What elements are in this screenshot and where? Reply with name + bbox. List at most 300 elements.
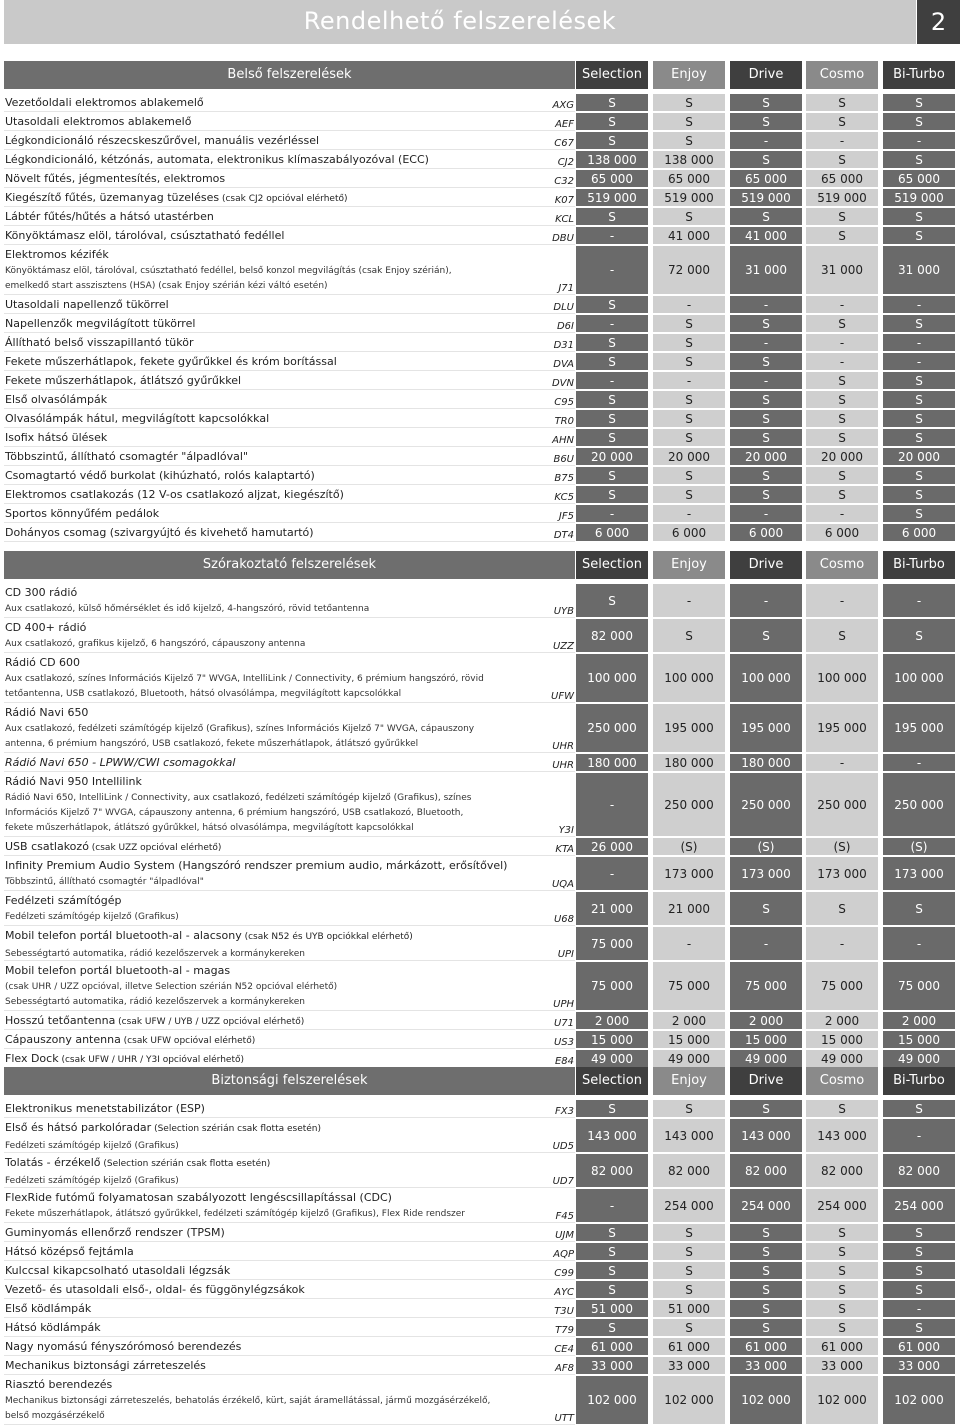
price-cell: - — [576, 246, 648, 294]
price-cell: S — [806, 410, 878, 427]
price-cell: S — [806, 391, 878, 408]
price-cell: S — [576, 410, 648, 427]
row-detail: Aux csatlakozó, külső hőmérséklet és idő kijelző, 4-hangszóró, rövid tetőantenna — [5, 604, 370, 614]
page-title: Rendelhető felszerelések — [303, 7, 617, 35]
row-label — [5, 169, 545, 188]
option-code: J71 — [558, 283, 574, 294]
table-row — [4, 1337, 960, 1356]
row-description — [5, 112, 545, 131]
row-label-text: Tolatás - érzékelő — [5, 1156, 101, 1169]
table-row — [4, 207, 960, 226]
option-code: FX3 — [555, 1106, 574, 1117]
row-label-text: Elektromos kézifék — [5, 248, 109, 261]
option-code: DLU — [553, 302, 574, 313]
column-header: Cosmo — [806, 551, 878, 579]
row-description — [5, 926, 545, 962]
row-label-text: Rádió Navi 650 — [5, 706, 89, 719]
table-row — [4, 856, 960, 891]
row-description — [5, 131, 545, 150]
row-description — [5, 856, 545, 890]
price-cell: S — [883, 94, 955, 111]
row-label — [5, 1118, 545, 1139]
row-description — [5, 226, 545, 245]
price-cell: S — [883, 1224, 955, 1241]
option-code: TR0 — [554, 416, 574, 427]
price-cell: S — [883, 619, 955, 652]
price-cell: 102 000 — [653, 1376, 725, 1424]
option-code: KCL — [555, 214, 574, 225]
row-description — [5, 93, 545, 112]
price-cell: 33 000 — [883, 1357, 955, 1374]
row-detail: Fedélzeti számítógép kijelző (Grafikus) — [5, 1141, 179, 1151]
price-cell: S — [883, 892, 955, 925]
price-cell: - — [730, 296, 802, 313]
row-label — [5, 447, 545, 466]
price-cell: 49 000 — [806, 1050, 878, 1067]
price-cell: 102 000 — [576, 1376, 648, 1424]
option-code: Y3I — [558, 825, 574, 836]
price-cell: 20 000 — [576, 448, 648, 465]
price-cell: 31 000 — [883, 246, 955, 294]
price-cell: 2 000 — [806, 1012, 878, 1029]
row-label — [5, 314, 545, 333]
price-cell: - — [883, 754, 955, 771]
price-cell: 31 000 — [730, 246, 802, 294]
option-code: AEF — [555, 119, 574, 130]
price-cell: - — [576, 505, 648, 522]
option-code: UTT — [554, 1413, 574, 1424]
price-cell: S — [653, 391, 725, 408]
table-row — [4, 1375, 960, 1425]
price-cell: S — [806, 1319, 878, 1336]
price-cell: S — [653, 1319, 725, 1336]
price-cell: 75 000 — [806, 962, 878, 1010]
price-cell: S — [883, 372, 955, 389]
column-header: Selection — [576, 1067, 648, 1095]
row-description — [5, 1356, 545, 1375]
price-cell: S — [576, 584, 648, 617]
section-header — [4, 551, 960, 579]
price-cell: S — [576, 94, 648, 111]
price-cell: S — [806, 315, 878, 332]
price-cell: 519 000 — [730, 189, 802, 206]
table-row — [4, 618, 960, 653]
row-label-text: Elektronikus menetstabilizátor (ESP) — [5, 1102, 205, 1115]
row-label-text: Első ködlámpák — [5, 1302, 92, 1315]
price-cell: 20 000 — [653, 448, 725, 465]
price-cell: 15 000 — [576, 1031, 648, 1048]
section-1 — [4, 61, 960, 542]
price-cell: - — [576, 857, 648, 890]
table-row — [4, 226, 960, 245]
price-cell: S — [653, 486, 725, 503]
row-label-text: Hátsó ködlámpák — [5, 1321, 101, 1334]
table-row — [4, 504, 960, 523]
price-cell: 26 000 — [576, 838, 648, 855]
row-detail: Információs Kijelző 7" WVGA, cápauszony antenna, 6 prémium hangszóró, USB csatlakozó, Bluetooth, — [5, 808, 464, 818]
price-cell: S — [730, 467, 802, 484]
price-cell: S — [806, 1281, 878, 1298]
row-label — [5, 93, 545, 112]
row-description — [5, 618, 545, 652]
price-cell: 6 000 — [883, 524, 955, 541]
row-label-text: Rádió Navi 950 Intellilink — [5, 775, 142, 788]
row-label — [5, 150, 545, 169]
price-cell: - — [883, 1300, 955, 1317]
price-cell: 82 000 — [653, 1154, 725, 1187]
price-cell: S — [730, 1300, 802, 1317]
option-code: UHR — [552, 760, 574, 771]
price-cell: S — [653, 94, 725, 111]
option-code: C99 — [554, 1268, 574, 1279]
row-label-text: Infinity Premium Audio System (Hangszóró rendszer premium audio, márkázott, erősítővel) — [5, 859, 508, 872]
row-label-text: Napellenzők megvilágított tükörrel — [5, 317, 196, 330]
row-label-text: Isofix hátsó ülések — [5, 431, 108, 444]
price-cell: S — [806, 429, 878, 446]
section-3 — [4, 1067, 960, 1425]
price-cell: 102 000 — [883, 1376, 955, 1424]
option-code: DBU — [552, 233, 574, 244]
row-detail: Rádió Navi 650, IntelliLink / Connectivity, aux csatlakozó, fedélzeti számítógép kijelző (Grafikus), színes — [5, 793, 472, 803]
option-code: UD5 — [552, 1141, 574, 1152]
price-cell: S — [653, 410, 725, 427]
price-cell: 75 000 — [730, 962, 802, 1010]
column-header: Cosmo — [806, 61, 878, 89]
row-description — [5, 1099, 545, 1118]
price-cell: S — [730, 208, 802, 225]
row-detail: Fedélzeti számítógép kijelző (Grafikus) — [5, 1176, 179, 1186]
price-cell: S — [883, 227, 955, 244]
price-cell: S — [730, 113, 802, 130]
price-cell: 195 000 — [806, 704, 878, 752]
row-description — [5, 150, 545, 169]
price-cell: S — [576, 429, 648, 446]
price-cell: 51 000 — [653, 1300, 725, 1317]
option-code: UQA — [551, 879, 574, 890]
row-label-text: Elektromos csatlakozás (12 V-os csatlakozó aljzat, kiegészítő) — [5, 488, 344, 501]
row-label-text: Fekete műszerhátlapok, átlátszó gyűrűkkel — [5, 374, 242, 387]
row-note: (csak CJ2 opcióval elérhető) — [219, 194, 348, 204]
option-code: CJ2 — [557, 157, 574, 168]
row-label-text: Olvasólámpák hátul, megvilágított kapcsolókkal — [5, 412, 270, 425]
option-code: UHR — [552, 741, 574, 752]
price-cell: S — [730, 410, 802, 427]
price-cell: S — [730, 619, 802, 652]
price-cell: 102 000 — [806, 1376, 878, 1424]
price-cell: - — [576, 773, 648, 836]
price-cell: - — [806, 132, 878, 149]
table-row — [4, 1299, 960, 1318]
price-cell: S — [730, 315, 802, 332]
price-cell: 82 000 — [576, 619, 648, 652]
row-description — [5, 961, 545, 1010]
price-cell: 72 000 — [653, 246, 725, 294]
price-cell: 2 000 — [653, 1012, 725, 1029]
price-cell: - — [806, 927, 878, 960]
option-code: DVA — [553, 359, 574, 370]
row-label-text: Hosszú tetőantenna — [5, 1014, 116, 1027]
price-cell: 41 000 — [653, 227, 725, 244]
row-detail: Aux csatlakozó, fedélzeti számítógép kijelző (Grafikus), színes Információs Kijelző 7" WVGA, cápauszony — [5, 724, 475, 734]
row-label-text: Mobil telefon portál bluetooth-al - alacsony — [5, 929, 242, 942]
price-cell: 180 000 — [653, 754, 725, 771]
price-cell: S — [576, 1319, 648, 1336]
row-label — [5, 131, 545, 150]
row-detail: Sebességtartó automatika, rádió kezelőszervek a kormánykereken — [5, 997, 305, 1007]
price-cell: 254 000 — [730, 1189, 802, 1222]
price-cell: 2 000 — [576, 1012, 648, 1029]
price-cell: S — [806, 486, 878, 503]
row-label — [5, 856, 545, 875]
row-label — [5, 523, 545, 542]
price-cell: S — [883, 1243, 955, 1260]
row-label-text: Első és hátsó parkolóradar — [5, 1121, 152, 1134]
row-label-text: USB csatlakozó — [5, 840, 89, 853]
row-detail: Sebességtartó automatika, rádió kezelőszervek a kormánykereken — [5, 949, 305, 959]
price-cell: - — [653, 296, 725, 313]
price-cell: (S) — [730, 838, 802, 855]
table-row — [4, 428, 960, 447]
table-row — [4, 485, 960, 504]
row-label — [5, 390, 545, 409]
price-cell: 33 000 — [653, 1357, 725, 1374]
price-cell: 65 000 — [883, 170, 955, 187]
option-code: UZZ — [552, 641, 574, 652]
table-row — [4, 1188, 960, 1223]
price-cell: S — [806, 151, 878, 168]
option-code: UJM — [555, 1230, 574, 1241]
table-row — [4, 295, 960, 314]
row-label-text: Lábtér fűtés/hűtés a hátsó utastérben — [5, 210, 214, 223]
price-cell: 519 000 — [806, 189, 878, 206]
row-label-text: Növelt fűtés, jégmentesítés, elektromos — [5, 172, 226, 185]
price-cell: 82 000 — [730, 1154, 802, 1187]
price-cell: 49 000 — [883, 1050, 955, 1067]
row-description — [5, 371, 545, 390]
table-row — [4, 131, 960, 150]
price-cell: 180 000 — [730, 754, 802, 771]
price-cell: S — [883, 1262, 955, 1279]
price-cell: - — [883, 1119, 955, 1152]
price-cell: S — [576, 1262, 648, 1279]
price-cell: - — [806, 353, 878, 370]
section-title: Szórakoztató felszerelések — [4, 551, 575, 579]
table-row — [4, 169, 960, 188]
table-row — [4, 93, 960, 112]
row-detail: Fedélzeti számítógép kijelző (Grafikus) — [5, 912, 179, 922]
row-label — [5, 428, 545, 447]
price-cell: S — [730, 1262, 802, 1279]
option-code: D6I — [556, 321, 574, 332]
price-cell: - — [653, 584, 725, 617]
row-label-text: Állítható belső visszapillantó tükör — [5, 336, 194, 349]
table-row — [4, 1153, 960, 1188]
row-label-text: Nagy nyomású fényszórómosó berendezés — [5, 1340, 242, 1353]
table-row — [4, 1030, 960, 1049]
row-label-text: Mobil telefon portál bluetooth-al - magas — [5, 964, 231, 977]
row-description — [5, 772, 545, 836]
price-cell: - — [730, 372, 802, 389]
price-cell: - — [653, 927, 725, 960]
row-label — [5, 1280, 545, 1299]
row-label-text: Kiegészítő fűtés, üzemanyag tüzeléses — [5, 191, 220, 204]
price-cell: 2 000 — [730, 1012, 802, 1029]
price-cell: 143 000 — [653, 1119, 725, 1152]
price-cell: - — [806, 296, 878, 313]
price-cell: 75 000 — [653, 962, 725, 1010]
row-label — [5, 295, 545, 314]
table-row — [4, 112, 960, 131]
price-cell: 519 000 — [653, 189, 725, 206]
row-label — [5, 583, 545, 602]
price-cell: 65 000 — [730, 170, 802, 187]
price-cell: - — [576, 1189, 648, 1222]
row-description — [5, 504, 545, 523]
option-code: E84 — [554, 1056, 574, 1067]
price-cell: - — [576, 372, 648, 389]
price-cell: S — [806, 619, 878, 652]
price-cell: 6 000 — [806, 524, 878, 541]
section-title: Belső felszerelések — [4, 61, 575, 89]
row-description — [5, 583, 545, 617]
price-cell: 49 000 — [730, 1050, 802, 1067]
row-description — [5, 245, 545, 294]
option-code: T3U — [554, 1306, 574, 1317]
table-row — [4, 1011, 960, 1030]
row-label — [5, 1242, 545, 1261]
page-header — [4, 0, 916, 44]
row-label — [5, 245, 545, 264]
price-cell: S — [653, 467, 725, 484]
column-header: Enjoy — [653, 1067, 725, 1095]
row-description — [5, 207, 545, 226]
price-cell: - — [806, 505, 878, 522]
price-cell: S — [730, 1224, 802, 1241]
row-label — [5, 352, 545, 371]
price-cell: S — [653, 1262, 725, 1279]
price-cell: S — [730, 1281, 802, 1298]
row-description — [5, 466, 545, 485]
price-cell: 51 000 — [576, 1300, 648, 1317]
row-label-text: Fedélzeti számítógép — [5, 894, 122, 907]
row-label-text: Vezetőoldali elektromos ablakemelő — [5, 96, 204, 109]
row-detail: fekete műszerhátlapok, átlátszó gyűrűkkel, hátsó olvasólámpa, megvilágított kapcsolókkal — [5, 823, 414, 833]
row-label — [5, 112, 545, 131]
column-header: Drive — [730, 1067, 802, 1095]
column-header: Cosmo — [806, 1067, 878, 1095]
price-cell: 254 000 — [806, 1189, 878, 1222]
price-cell: S — [653, 113, 725, 130]
row-description — [5, 1261, 545, 1280]
column-header: Bi-Turbo — [883, 551, 955, 579]
table-row — [4, 583, 960, 618]
option-code: AQP — [553, 1249, 574, 1260]
price-cell: 49 000 — [576, 1050, 648, 1067]
row-detail: Többszintű, állítható csomagtér "álpadlóval" — [5, 877, 204, 887]
price-cell: 100 000 — [576, 654, 648, 702]
price-cell: - — [806, 754, 878, 771]
table-row — [4, 1356, 960, 1375]
price-cell: - — [883, 927, 955, 960]
row-note: (csak N52 és UYB opciókkal elérhető) — [241, 932, 413, 942]
row-label — [5, 409, 545, 428]
row-label-text: Légkondicionáló részecskeszűrővel, manuális vezérléssel — [5, 134, 320, 147]
price-cell: 75 000 — [576, 927, 648, 960]
row-description — [5, 523, 545, 542]
row-label-text: Cápauszony antenna — [5, 1033, 121, 1046]
row-label-text: Hátsó középső fejtámla — [5, 1245, 134, 1258]
table-row — [4, 1261, 960, 1280]
price-cell: 65 000 — [576, 170, 648, 187]
table-row — [4, 352, 960, 371]
price-cell: 102 000 — [730, 1376, 802, 1424]
section-title: Biztonsági felszerelések — [4, 1067, 575, 1095]
price-cell: S — [730, 151, 802, 168]
price-cell: - — [730, 505, 802, 522]
row-label-text: Rádió CD 600 — [5, 656, 81, 669]
price-cell: S — [883, 113, 955, 130]
row-description — [5, 390, 545, 409]
price-cell: S — [730, 353, 802, 370]
price-cell: 250 000 — [653, 773, 725, 836]
price-cell: S — [806, 227, 878, 244]
table-row — [4, 1099, 960, 1118]
price-cell: S — [653, 1243, 725, 1260]
row-label — [5, 1375, 545, 1394]
table-row — [4, 150, 960, 169]
column-header: Enjoy — [653, 61, 725, 89]
row-label-text: Utasoldali elektromos ablakemelő — [5, 115, 192, 128]
row-label-text: Könyöktámasz elöl, tárolóval, csúsztatható fedéllel — [5, 229, 285, 242]
price-cell: 100 000 — [883, 654, 955, 702]
row-description — [5, 1318, 545, 1337]
row-label-text: Légkondicionáló, kétzónás, automata, elektronikus klímaszabályozóval (ECC) — [5, 153, 429, 166]
option-code: UPI — [557, 949, 574, 960]
row-label — [5, 485, 545, 504]
row-label-text: Dohányos csomag (szivargyújtó és kivehető hamutartó) — [5, 526, 314, 539]
price-cell: 61 000 — [576, 1338, 648, 1355]
price-cell: 75 000 — [576, 962, 648, 1010]
price-cell: 143 000 — [576, 1119, 648, 1152]
row-description — [5, 1188, 545, 1222]
row-note: (csak UZZ opcióval elérhető) — [88, 843, 222, 853]
price-cell: - — [730, 584, 802, 617]
row-label — [5, 1261, 545, 1280]
table-row — [4, 333, 960, 352]
row-label — [5, 1188, 545, 1207]
price-cell: S — [576, 113, 648, 130]
price-cell: 138 000 — [576, 151, 648, 168]
row-label — [5, 1337, 545, 1356]
row-detail: Könyöktámasz elöl, tárolóval, csúsztatható fedéllel, belső konzol megvilágítás (csak Enjoy szérián), — [5, 266, 452, 276]
row-detail: tetőantenna, USB csatlakozó, Bluetooth, hátsó olvasólámpa, megvilágított kapcsolókkal — [5, 689, 402, 699]
price-cell: S — [806, 1100, 878, 1117]
price-cell: 65 000 — [653, 170, 725, 187]
price-cell: 15 000 — [653, 1031, 725, 1048]
price-cell: - — [806, 584, 878, 617]
option-code: T79 — [555, 1325, 574, 1336]
option-code: D31 — [553, 340, 574, 351]
price-cell: 82 000 — [806, 1154, 878, 1187]
price-cell: S — [576, 1243, 648, 1260]
price-cell: 195 000 — [883, 704, 955, 752]
option-code: F45 — [555, 1211, 574, 1222]
row-detail: Aux csatlakozó, színes Információs Kijelző 7" WVGA, IntelliLink / Connectivity, 6 prémium hangszóró, rövid — [5, 674, 484, 684]
price-cell: S — [576, 132, 648, 149]
price-cell: (S) — [883, 838, 955, 855]
price-cell: - — [806, 334, 878, 351]
price-cell: S — [730, 892, 802, 925]
